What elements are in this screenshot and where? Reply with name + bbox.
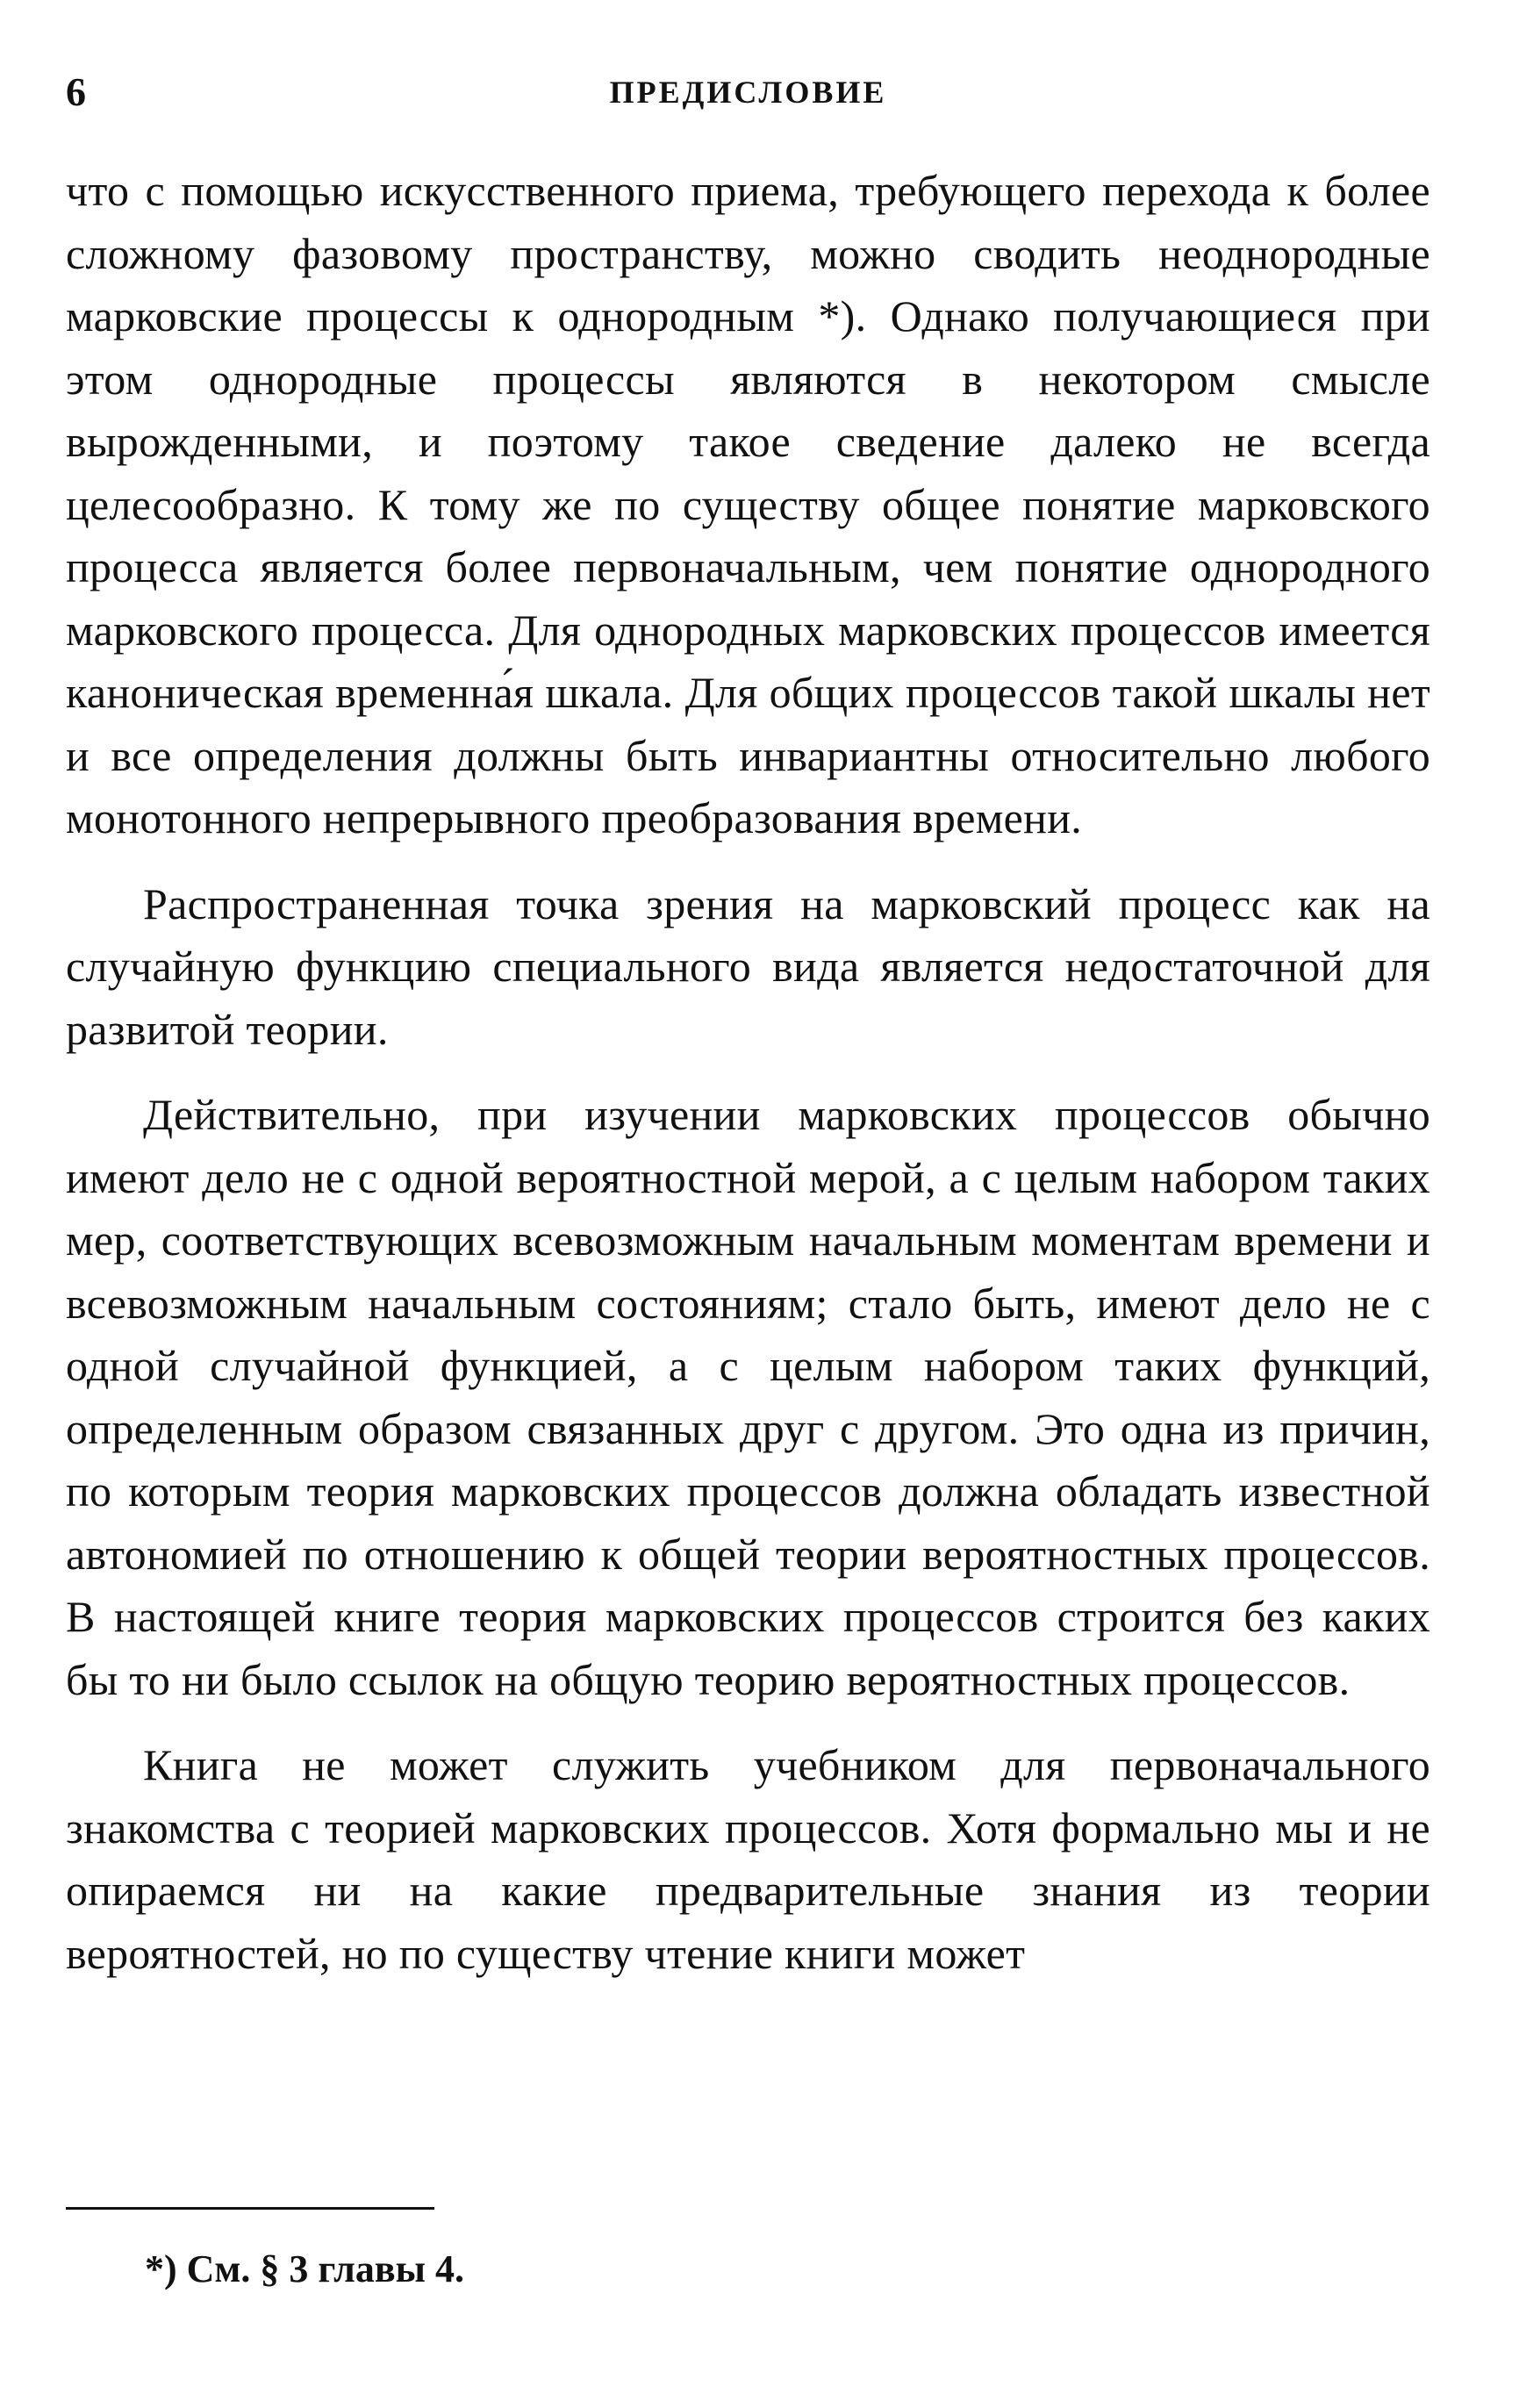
paragraph-markov-viewpoint: Распространенная точка зрения на марковский процесс как на случайную функцию специального вида является недостаточной для развитой теории. bbox=[66, 878, 1430, 1054]
running-title: ПРЕДИСЛОВИЕ bbox=[609, 75, 887, 110]
footnote: *) См. § 3 главы 4. bbox=[145, 2247, 464, 2290]
body-text bbox=[66, 160, 1430, 1985]
paragraph-book-purpose: Книга не может служить учебником для первоначального знакомства с теорией марковских процессов. Хотя формально мы и не опираемся ни на какие предварительные знания из теории вероятностей, но по существу чтение книги может bbox=[66, 1740, 1430, 1978]
paragraph-continuation: что с помощью искусственного приема, требующего перехода к более сложному фазовому пространству, можно сводить неоднородные марковские процессы к однородным *). Однако получающиеся при этом однородные процессы являются в некотором смысле вырожденными, и поэтому такое сведение далеко не всегда целесообразно. К тому же по существу общее понятие марковского процесса является более первоначальным, чем понятие однородного марковского процесса. Для однородных марковских процессов имеется каноническая временна́я шкала. Для общих процессов такой шкалы нет и все определения должны быть инвариантны относительно любого монотонного непрерывного преобразования времени. bbox=[66, 166, 1430, 842]
page-number: 6 bbox=[66, 69, 86, 114]
paragraph-measures: Действительно, при изучении марковских процессов обычно имеют дело не с одной вероятностной мерой, а с целым набором таких мер, соответствующих всевозможным начальным моментам времени и всевозможным начальным состояниям; стало быть, имеют дело не с одной случайной функцией, а с целым набором таких функций, определенным образом связанных друг с другом. Это одна из причин, по которым теория марковских процессов должна обладать известной автономией по отношению к общей теории вероятностных процессов. В настоящей книге теория марковских процессов строится без каких бы то ни было ссылок на общую теорию вероятностных процессов. bbox=[66, 1090, 1430, 1704]
footnote-rule bbox=[66, 2207, 434, 2210]
running-head bbox=[66, 68, 1430, 121]
